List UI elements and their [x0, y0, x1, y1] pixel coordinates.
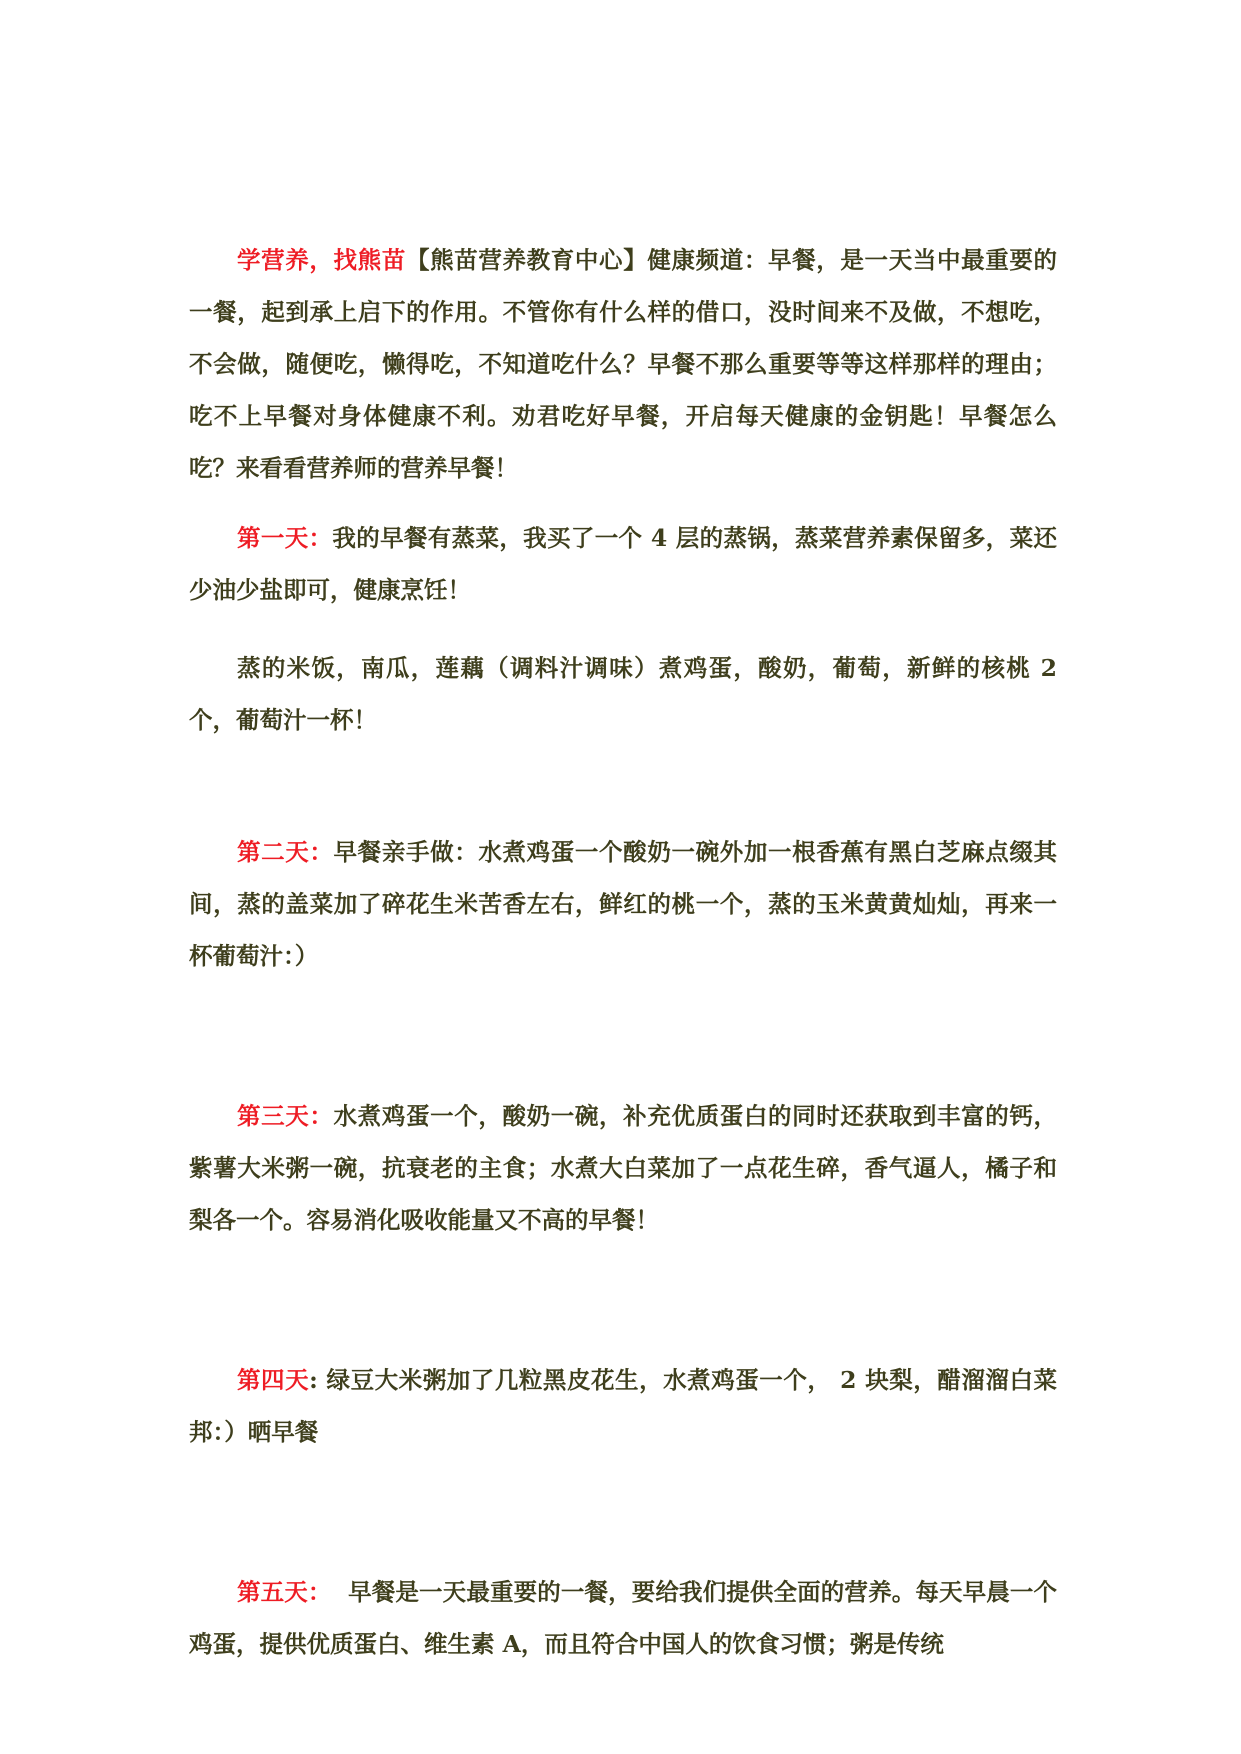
- day1-menu-paragraph: [189, 642, 1057, 746]
- intro-paragraph: [189, 234, 1057, 494]
- day5-label: 第五天：: [237, 1578, 332, 1606]
- day2-paragraph: [189, 826, 1057, 982]
- day5-text: 早餐是一天最重要的一餐，要给我们提供全面的营养。每天早晨一个鸡蛋，提供优质蛋白、维生素 A，而且符合中国人的饮食习惯；粥是传统: [189, 1578, 1057, 1658]
- day3-paragraph: [189, 1090, 1057, 1246]
- intro-lead: 学营养，找熊苗: [237, 246, 406, 274]
- day4-label: 第四天: [237, 1366, 310, 1394]
- day1-text: 我的早餐有蒸菜，我买了一个 4 层的蒸锅，蒸菜营养素保留多，菜还少油少盐即可，健康烹饪！: [189, 524, 1057, 604]
- day2-label: 第二天：: [237, 838, 334, 866]
- day1-menu-text: 蒸的米饭，南瓜，莲藕（调料汁调味）煮鸡蛋，酸奶，葡萄，新鲜的核桃 2 个，葡萄汁一杯！: [189, 654, 1057, 734]
- day3-label: 第三天：: [237, 1102, 334, 1130]
- document-body: [189, 234, 1057, 1670]
- day1-label: 第一天：: [237, 524, 333, 552]
- day5-paragraph: [189, 1566, 1057, 1670]
- day4-text: : 绿豆大米粥加了几粒黑皮花生，水煮鸡蛋一个， 2 块梨，醋溜溜白菜邦：）晒早餐: [189, 1366, 1058, 1446]
- day4-paragraph: [189, 1354, 1057, 1458]
- day2-text: 早餐亲手做：水煮鸡蛋一个酸奶一碗外加一根香蕉有黑白芝麻点缀其间，蒸的盖菜加了碎花生米苦香左右，鲜红的桃一个，蒸的玉米黄黄灿灿，再来一杯葡萄汁：）: [189, 838, 1058, 970]
- intro-text: 【熊苗营养教育中心】健康频道：早餐，是一天当中最重要的一餐，起到承上启下的作用。不管你有什么样的借口，没时间来不及做，不想吃，不会做，随便吃，懒得吃，不知道吃什么？早餐不那么重要等等这样那样的理由；吃不上早餐对身体健康不利。劝君吃好早餐，开启每天健康的金钥匙！早餐怎么吃？来看看营养师的营养早餐！: [189, 246, 1058, 482]
- day3-text: 水煮鸡蛋一个，酸奶一碗，补充优质蛋白的同时还获取到丰富的钙，紫薯大米粥一碗，抗衰老的主食；水煮大白菜加了一点花生碎，香气逼人，橘子和梨各一个。容易消化吸收能量又不高的早餐！: [189, 1102, 1058, 1234]
- day1-paragraph: [189, 512, 1057, 616]
